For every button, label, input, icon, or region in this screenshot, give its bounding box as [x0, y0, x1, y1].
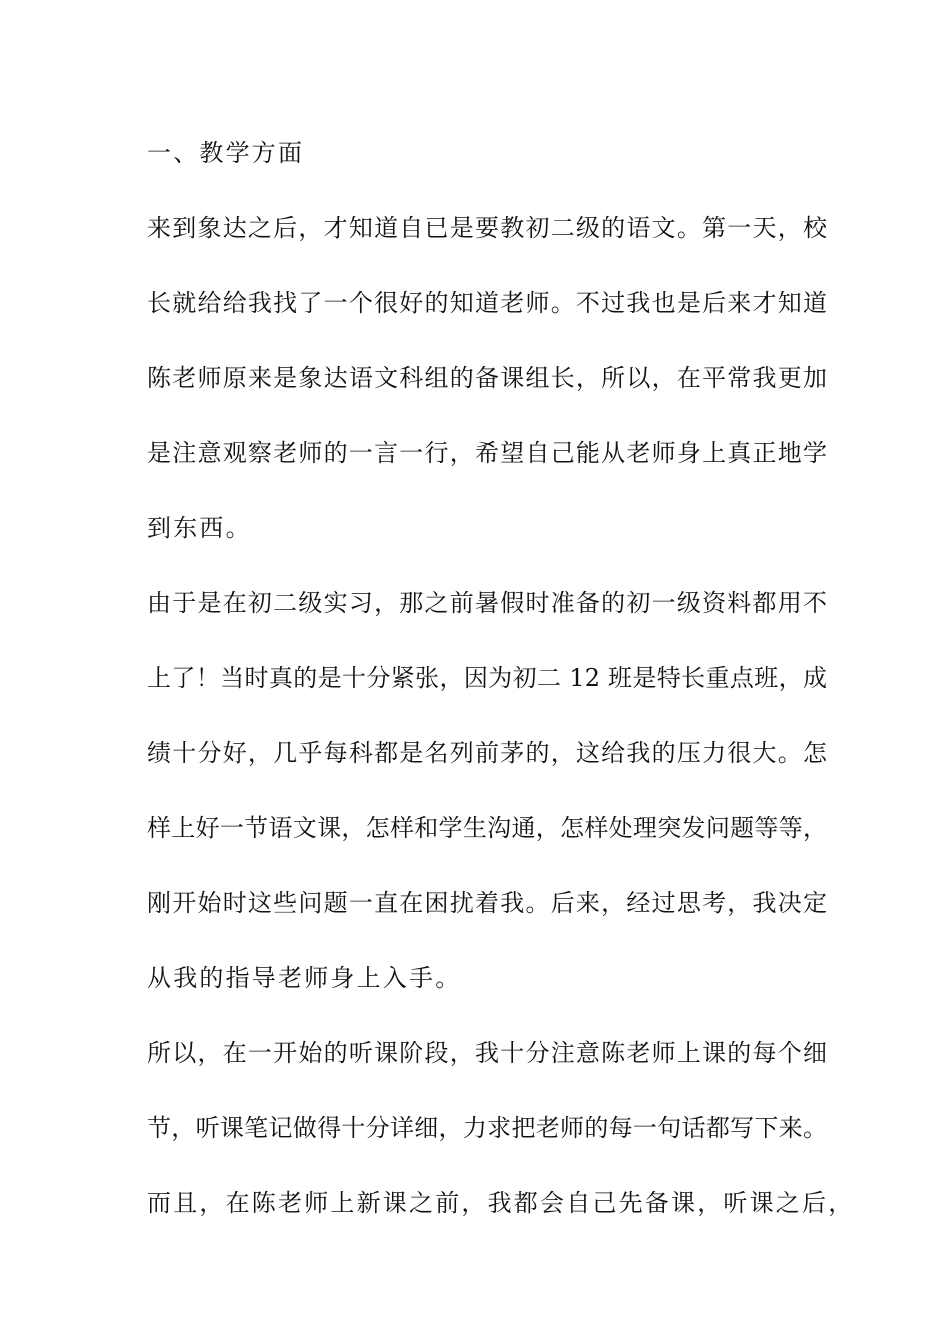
paragraph-2-line-1: 由于是在初二级实习，那之前暑假时准备的初一级资料都用不	[147, 589, 827, 617]
paragraph-2-line-5: 刚开始时这些问题一直在困扰着我。后来，经过思考，我决定	[147, 889, 827, 917]
paragraph-1-line-5: 到东西。	[147, 514, 252, 542]
paragraph-3-line-2: 节，听课笔记做得十分详细，力求把老师的每一句话都写下来。	[147, 1114, 827, 1142]
section-heading: 一、教学方面	[147, 139, 305, 167]
paragraph-1-line-3: 陈老师原来是象达语文科组的备课组长，所以，在平常我更加	[147, 364, 827, 392]
paragraph-3-line-3: 而且，在陈老师上新课之前，我都会自己先备课，听课之后，	[147, 1189, 855, 1217]
paragraph-2-line-4: 样上好一节语文课，怎样和学生沟通，怎样处理突发问题等等，	[147, 814, 827, 842]
paragraph-2-line-3: 绩十分好，几乎每科都是名列前茅的，这给我的压力很大。怎	[147, 739, 827, 767]
paragraph-2-line-6: 从我的指导老师身上入手。	[147, 964, 462, 992]
paragraph-3-line-1: 所以，在一开始的听课阶段，我十分注意陈老师上课的每个细	[147, 1039, 827, 1067]
paragraph-1-line-2: 长就给给我找了一个很好的知道老师。不过我也是后来才知道	[147, 289, 827, 317]
document-body	[147, 131, 855, 1256]
paragraph-1-line-1: 来到象达之后，才知道自已是要教初二级的语文。第一天，校	[147, 214, 827, 242]
paragraph-1-line-4: 是注意观察老师的一言一行，希望自己能从老师身上真正地学	[147, 439, 827, 467]
paragraph-2-line-2: 上了！当时真的是十分紧张，因为初二 12 班是特长重点班，成	[147, 664, 827, 692]
